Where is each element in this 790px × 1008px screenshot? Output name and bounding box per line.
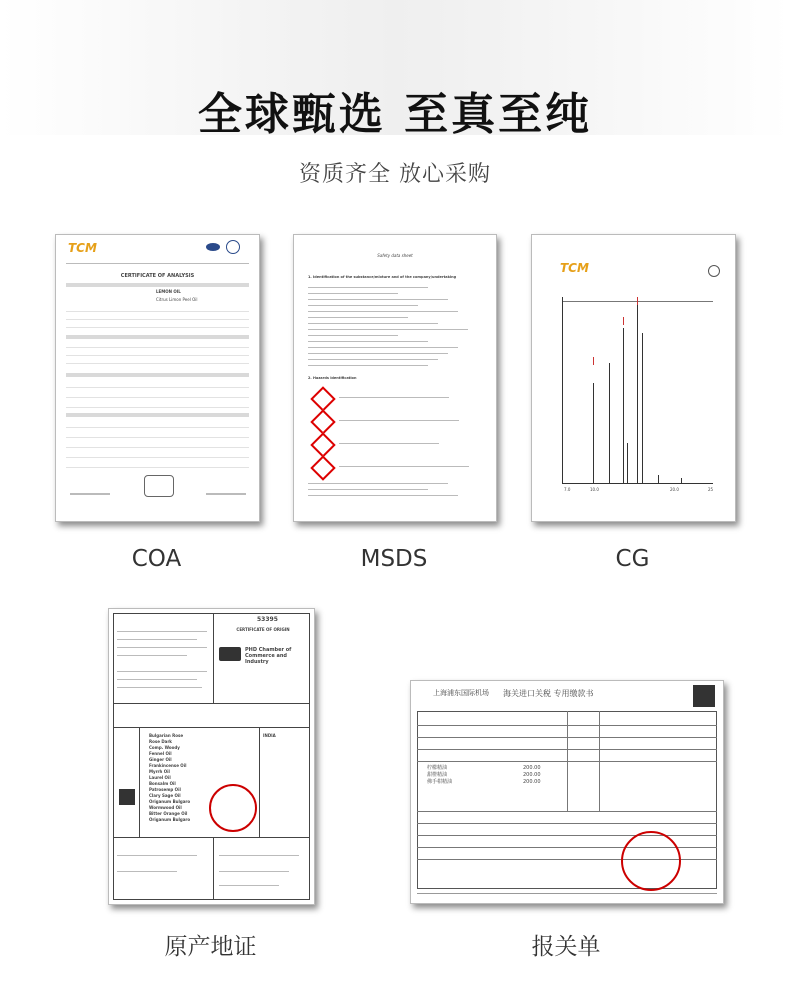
cg-caption: CG <box>615 546 650 572</box>
customs-amount-item: 200.00 <box>523 779 541 785</box>
origin-goods-item: Origanum Bulgaro <box>149 817 191 822</box>
origin-title: CERTIFICATE OF ORIGIN <box>236 627 290 632</box>
customs-document <box>410 680 724 904</box>
x-tick-1: 7.0 <box>564 487 571 492</box>
x-tick-3: 20.0 <box>670 487 679 492</box>
customs-stamp-icon <box>621 831 681 891</box>
origin-goods-item: Frankincense Oil <box>149 763 187 768</box>
coa-document <box>55 234 260 522</box>
chamber-name: PHD Chamber of Commerce and Industry <box>245 647 292 665</box>
msds-caption: MSDS <box>360 546 428 572</box>
tcm-logo: TCM <box>560 261 589 275</box>
origin-ref-no: 53395 <box>257 616 278 623</box>
tcm-logo: TCM <box>68 241 97 255</box>
page-headline: 全球甄选 至真至纯 <box>197 89 593 140</box>
origin-certificate-document <box>108 608 315 905</box>
msds-section-1: 1. Identification of the substance/mixture and of the company/undertaking <box>308 275 457 279</box>
customs-amount-list <box>523 765 563 786</box>
environment-hazard-icon <box>310 432 335 457</box>
customs-amount-item: 200.00 <box>523 772 541 778</box>
customs-goods-item: 佛手柑精油 <box>427 779 453 785</box>
origin-goods-item: Myrrh Oil <box>149 769 170 774</box>
origin-goods-item: Laurel Oil <box>149 775 171 780</box>
flame-hazard-icon <box>310 386 335 411</box>
origin-goods-item: Fennel Oil <box>149 751 172 756</box>
cg-document <box>531 234 736 522</box>
x-tick-4: 25 <box>708 487 714 492</box>
origin-goods-item: Bulgarian Rose <box>149 733 184 738</box>
chamber-logo-icon <box>219 647 241 661</box>
exclamation-hazard-icon <box>310 455 335 480</box>
customs-goods-item: 甜橙精油 <box>427 772 448 778</box>
origin-goods-item: Rose Dark <box>149 739 172 744</box>
msds-section-2: 2. Hazards identification <box>308 376 357 380</box>
origin-caption: 原产地证 <box>164 934 257 960</box>
customs-goods-item: 柠檬精油 <box>427 765 448 771</box>
ifs-logo-icon <box>206 243 220 251</box>
origin-goods-item: Origanum Bulgaro <box>149 799 191 804</box>
msds-document <box>293 234 497 522</box>
origin-goods-item: Bitter Orange Oil <box>149 811 188 816</box>
coa-product-detail: Citrus Limon Peel Oil <box>156 297 198 302</box>
certification-seal-icon <box>708 265 720 277</box>
customs-office: 上海浦东国际机场 <box>433 689 489 697</box>
origin-goods-item: Bonsalm Oil <box>149 781 176 786</box>
qr-code-icon <box>693 685 715 707</box>
origin-goods-item: Ginger Oil <box>149 757 172 762</box>
origin-goods-item: Patrosemp Oil <box>149 787 181 792</box>
msds-title: Safety data sheet <box>377 253 413 258</box>
page-subheadline: 资质齐全 放心采购 <box>299 162 491 187</box>
chamber-stamp-icon <box>209 784 257 832</box>
qr-code-icon <box>119 789 135 805</box>
origin-country: INDIA <box>263 733 276 738</box>
coa-caption: COA <box>131 546 182 572</box>
origin-goods-item: Comp. Woody <box>149 745 180 750</box>
origin-goods-item: Clary Sage Oil <box>149 793 181 798</box>
x-tick-2: 10.0 <box>590 487 599 492</box>
coa-product-name: LEMON OIL <box>156 289 181 294</box>
coa-title: CERTIFICATE OF ANALYSIS <box>120 273 195 279</box>
customs-caption: 报关单 <box>531 934 601 960</box>
chromatogram-plot <box>562 297 713 484</box>
customs-goods-list <box>427 765 497 786</box>
health-hazard-icon <box>310 409 335 434</box>
origin-goods-item: Wormwood Oil <box>149 805 182 810</box>
coa-stamp-icon <box>144 475 174 497</box>
customs-title: 海关进口关税 专用缴款书 <box>503 689 594 698</box>
certification-seal-icon <box>226 240 240 254</box>
customs-amount-item: 200.00 <box>523 765 541 771</box>
